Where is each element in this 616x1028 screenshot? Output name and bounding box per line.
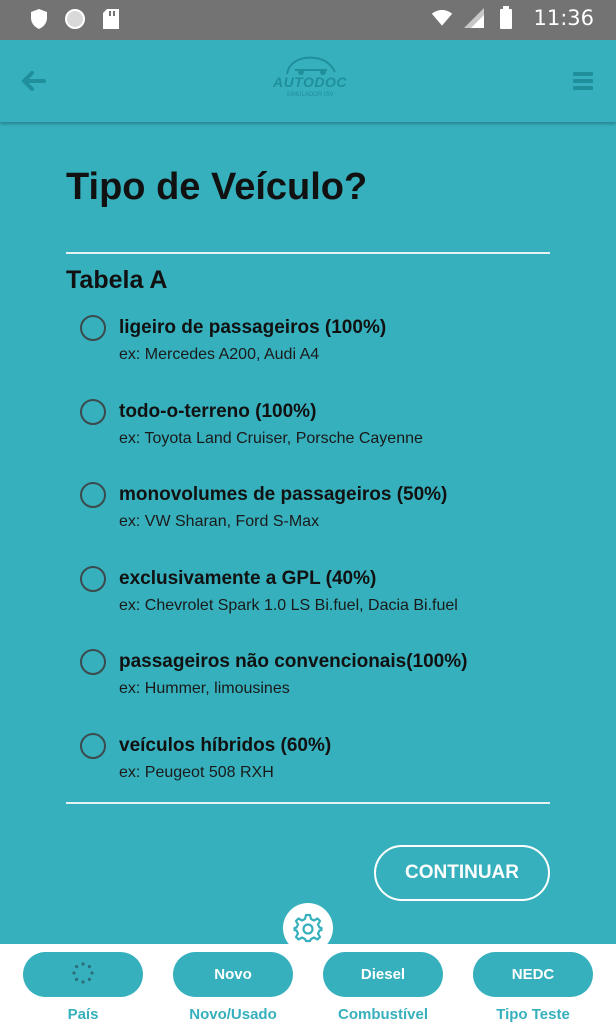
logo-subtitle: SIMULADOR ISV	[286, 92, 334, 98]
bottom-nav	[0, 944, 616, 1028]
radio-button[interactable]	[80, 566, 106, 592]
nav-item-tipo-teste[interactable]	[473, 952, 593, 1028]
option-example: ex: Hummer, limousines	[119, 680, 290, 697]
cell-signal-icon	[463, 7, 485, 29]
gear-icon	[293, 903, 323, 948]
nav-pill-novo-usado[interactable]: Novo	[173, 952, 293, 997]
status-bar	[0, 0, 616, 40]
top-divider	[66, 252, 550, 254]
option-hibridos[interactable]	[80, 733, 550, 793]
app-bar	[0, 40, 616, 122]
status-time: 11:36	[533, 6, 594, 30]
radio-button[interactable]	[80, 649, 106, 675]
option-label: todo-o-terreno (100%)	[119, 401, 317, 422]
option-example: ex: Mercedes A200, Audi A4	[119, 346, 320, 363]
page-title: Tipo de Veículo?	[66, 166, 368, 208]
loading-spinner-icon	[72, 962, 94, 988]
option-label: ligeiro de passageiros (100%)	[119, 317, 387, 338]
menu-icon[interactable]	[572, 70, 594, 92]
option-todo-o-terreno[interactable]	[80, 399, 550, 459]
radio-button[interactable]	[80, 399, 106, 425]
option-example: ex: Chevrolet Spark 1.0 LS Bi.fuel, Dacia Bi.fuel	[119, 597, 458, 614]
sd-card-icon	[100, 8, 122, 30]
nav-item-novo-usado[interactable]	[173, 952, 293, 1028]
nav-label-combustivel: Combustível	[337, 1006, 428, 1023]
option-ligeiro-passageiros[interactable]	[80, 315, 550, 375]
circle-status-icon	[64, 8, 86, 30]
radio-button[interactable]	[80, 733, 106, 759]
nav-label-pais: País	[67, 1006, 99, 1023]
option-label: passageiros não convencionais(100%)	[119, 651, 468, 672]
option-example: ex: Peugeot 508 RXH	[119, 764, 274, 781]
nav-label-tipo-teste: Tipo Teste	[496, 1006, 570, 1023]
nav-pill-pais[interactable]	[23, 952, 143, 997]
nav-pill-combustivel[interactable]: Diesel	[323, 952, 443, 997]
option-example: ex: Toyota Land Cruiser, Porsche Cayenne	[119, 430, 423, 447]
option-nao-convencionais[interactable]	[80, 649, 550, 709]
option-gpl[interactable]	[80, 566, 550, 626]
shield-icon	[28, 8, 50, 30]
nav-item-pais[interactable]	[23, 952, 143, 1028]
nav-label-novo-usado: Novo/Usado	[189, 1006, 277, 1023]
back-arrow-icon[interactable]	[20, 67, 48, 95]
option-label: monovolumes de passageiros (50%)	[119, 484, 448, 505]
option-example: ex: VW Sharan, Ford S-Max	[119, 513, 320, 530]
option-label: exclusivamente a GPL (40%)	[119, 568, 377, 589]
radio-button[interactable]	[80, 315, 106, 341]
section-title: Tabela A	[66, 266, 168, 294]
wifi-icon	[431, 7, 453, 29]
radio-button[interactable]	[80, 482, 106, 508]
battery-icon	[495, 7, 517, 29]
bottom-divider	[66, 802, 550, 804]
logo-text: AUTODOC	[272, 74, 348, 90]
nav-pill-tipo-teste[interactable]: NEDC	[473, 952, 593, 997]
autodoc-logo	[265, 52, 355, 108]
continue-button[interactable]: CONTINUAR	[374, 845, 550, 901]
option-monovolumes[interactable]	[80, 482, 550, 542]
option-label: veículos híbridos (60%)	[119, 735, 332, 756]
nav-item-combustivel[interactable]	[323, 952, 443, 1028]
